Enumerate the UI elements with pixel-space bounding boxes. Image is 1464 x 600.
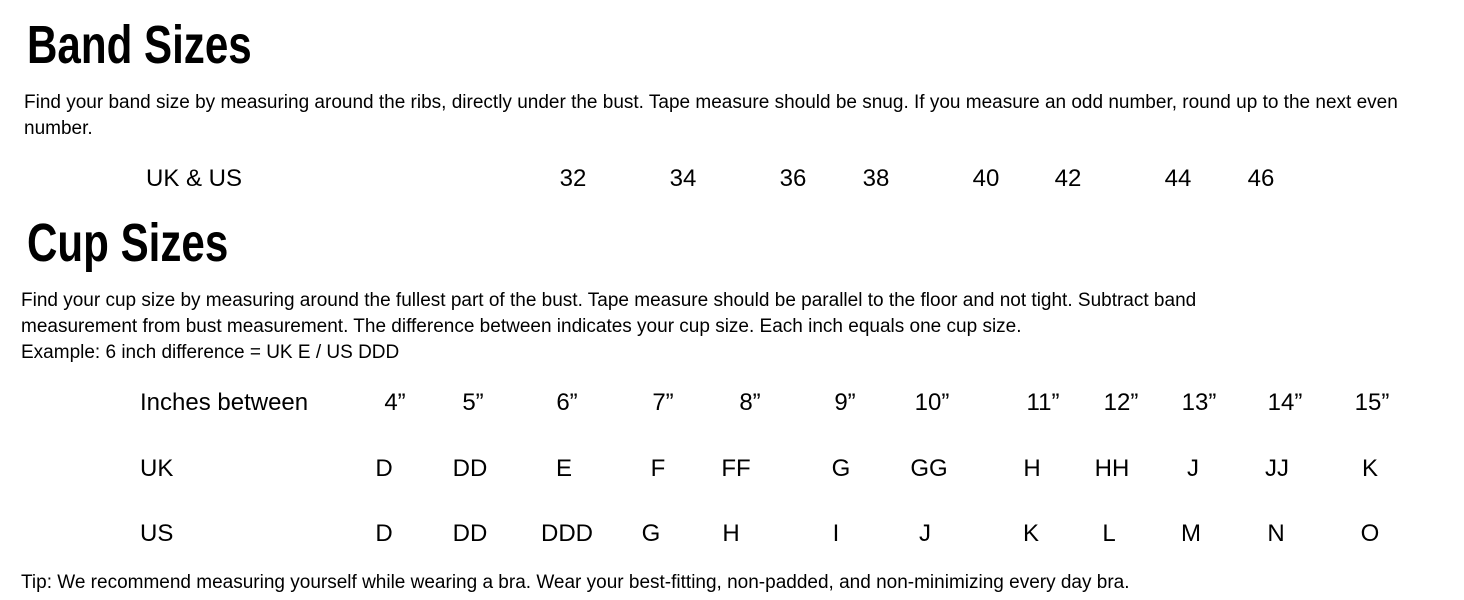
table-cell: E — [555, 455, 572, 482]
table-cell: JJ — [1265, 455, 1289, 482]
table-cell: FF — [721, 455, 751, 482]
table-cell: K — [1022, 520, 1039, 547]
table-cell: DD — [452, 520, 488, 547]
table-cell: G — [641, 520, 661, 547]
table-cell: K — [1361, 455, 1378, 482]
table-cell: D — [375, 520, 393, 547]
table-cell: I — [832, 520, 840, 547]
table-cell: 15” — [1354, 389, 1390, 416]
table-cell: N — [1267, 520, 1285, 547]
table-cell: HH — [1094, 455, 1130, 482]
cup-sizes-description-line1: Find your cup size by measuring around the fullest part of the bust. Tape measure should be parallel to the floor and not tight. Subtract band — [21, 290, 1197, 311]
band-row-label: UK & US — [146, 165, 243, 192]
table-cell: GG — [910, 455, 948, 482]
band-size-cell: 46 — [1247, 165, 1275, 192]
table-cell: 14” — [1267, 389, 1303, 416]
uk-row-label: UK — [140, 455, 174, 482]
band-size-cell: 38 — [862, 165, 890, 192]
table-cell: DDD — [541, 520, 593, 547]
table-cell: H — [1023, 455, 1041, 482]
table-cell: J — [1187, 455, 1199, 482]
band-size-cell: 32 — [559, 165, 587, 192]
cup-sizes-description-line2: measurement from bust measurement. The difference between indicates your cup size. Each inch equals one cup size. — [21, 316, 1022, 337]
table-cell: D — [375, 455, 393, 482]
us-row-label: US — [140, 520, 174, 547]
table-cell: G — [831, 455, 851, 482]
band-size-cell: 40 — [972, 165, 1000, 192]
table-cell: J — [919, 520, 931, 547]
tip-text: Tip: We recommend measuring yourself while wearing a bra. Wear your best-fitting, non-padded, and non-minimizing every day bra. — [21, 572, 1130, 593]
table-cell: H — [722, 520, 740, 547]
table-cell: 7” — [652, 389, 674, 416]
table-cell: 8” — [739, 389, 761, 416]
table-cell: O — [1360, 520, 1380, 547]
table-cell: 10” — [914, 389, 950, 416]
table-cell: M — [1181, 520, 1201, 547]
table-cell: DD — [452, 455, 488, 482]
table-cell: 4” — [384, 389, 406, 416]
table-cell: 6” — [556, 389, 578, 416]
band-sizes-description: Find your band size by measuring around the ribs, directly under the bust. Tape measure should be snug. If you measure an odd number, round up to the next even number. — [24, 92, 1398, 139]
band-size-cell: 42 — [1054, 165, 1082, 192]
table-cell: L — [1102, 520, 1116, 547]
table-cell: 13” — [1181, 389, 1217, 416]
table-cell: 12” — [1103, 389, 1139, 416]
table-cell: 9” — [834, 389, 856, 416]
band-size-cell: 36 — [779, 165, 807, 192]
band-sizes-title: Band Sizes — [27, 15, 252, 75]
table-cell: 5” — [462, 389, 484, 416]
table-cell: F — [650, 455, 666, 482]
cup-sizes-example: Example: 6 inch difference = UK E / US DDD — [21, 342, 400, 363]
table-cell: 11” — [1026, 389, 1060, 416]
inches-row-label: Inches between — [140, 389, 309, 416]
band-size-cell: 44 — [1164, 165, 1192, 192]
cup-sizes-title: Cup Sizes — [27, 213, 229, 273]
band-size-cell: 34 — [669, 165, 697, 192]
